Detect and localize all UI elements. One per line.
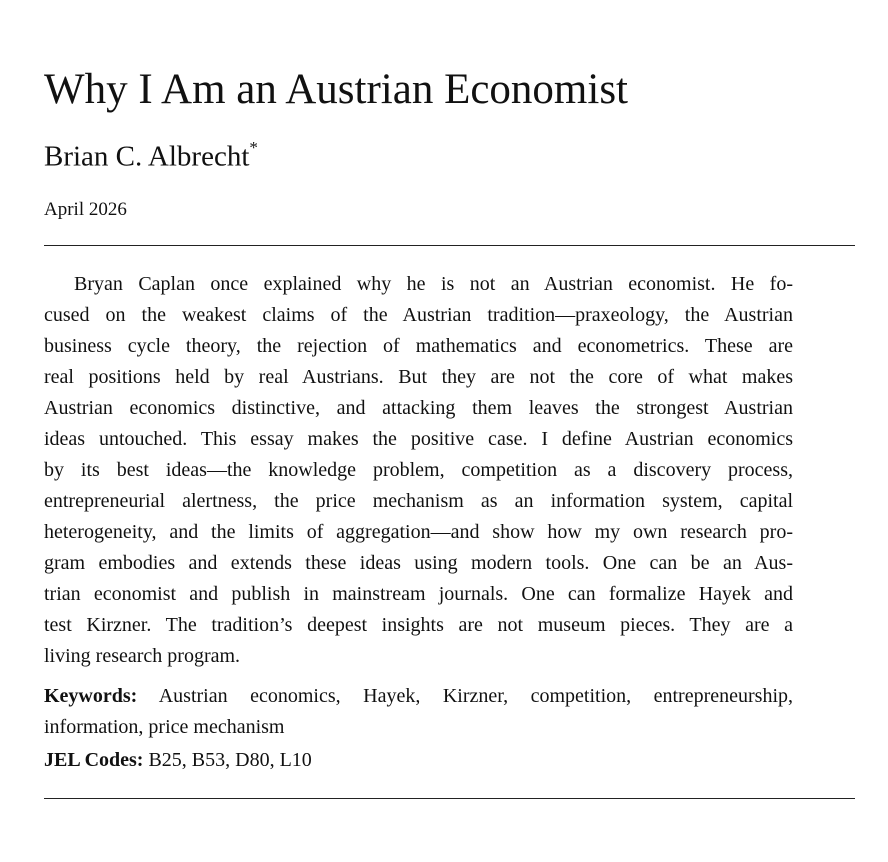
jel-codes: B25, B53, D80, L10 bbox=[148, 749, 312, 771]
abstract-line: by its best ideas—the knowledge problem, competition as a discovery process, bbox=[44, 459, 793, 481]
abstract-line: entrepreneurial alertness, the price mechanism as an information system, capital bbox=[44, 490, 793, 512]
abstract-line: living research program. bbox=[44, 645, 241, 667]
abstract-line: cused on the weakest claims of the Austrian tradition—praxeology, the Austrian bbox=[44, 304, 793, 326]
abstract-line: heterogeneity, and the limits of aggregation—and show how my own research pro- bbox=[44, 521, 793, 543]
abstract-line: Austrian economics distinctive, and attacking them leaves the strongest Austrian bbox=[44, 397, 793, 419]
keywords-line bbox=[44, 681, 793, 712]
paper-date: April 2026 bbox=[44, 199, 127, 220]
abstract-line: ideas untouched. This essay makes the positive case. I define Austrian economics bbox=[44, 428, 793, 450]
abstract-line: gram embodies and extends these ideas using modern tools. One can be an Aus- bbox=[44, 552, 793, 574]
top-divider bbox=[44, 245, 855, 246]
abstract-line: test Kirzner. The tradition’s deepest insights are not museum pieces. They are a bbox=[44, 614, 793, 636]
jel-codes-block bbox=[44, 745, 793, 776]
keywords-block bbox=[44, 681, 793, 743]
abstract-line: trian economist and publish in mainstream journals. One can formalize Hayek and bbox=[44, 583, 793, 605]
jel-line bbox=[44, 745, 793, 776]
author-name: Brian C. Albrecht bbox=[44, 140, 250, 173]
paper-title: Why I Am an Austrian Economist bbox=[44, 66, 629, 113]
bottom-divider bbox=[44, 798, 855, 799]
abstract bbox=[44, 269, 793, 672]
keywords-line-continued: information, price mechanism bbox=[44, 716, 285, 738]
abstract-line: Bryan Caplan once explained why he is not an Austrian economist. He fo- bbox=[74, 273, 793, 295]
keywords-list: Austrian economics, Hayek, Kirzner, competition, entrepreneurship, bbox=[158, 685, 794, 707]
abstract-line: real positions held by real Austrians. But they are not the core of what makes bbox=[44, 366, 793, 388]
abstract-line: business cycle theory, the rejection of mathematics and econometrics. These are bbox=[44, 335, 793, 357]
jel-label: JEL Codes: bbox=[44, 749, 144, 771]
keywords-label: Keywords: bbox=[44, 685, 138, 707]
author-footnote-mark[interactable]: * bbox=[249, 138, 258, 157]
author-line bbox=[44, 132, 258, 175]
